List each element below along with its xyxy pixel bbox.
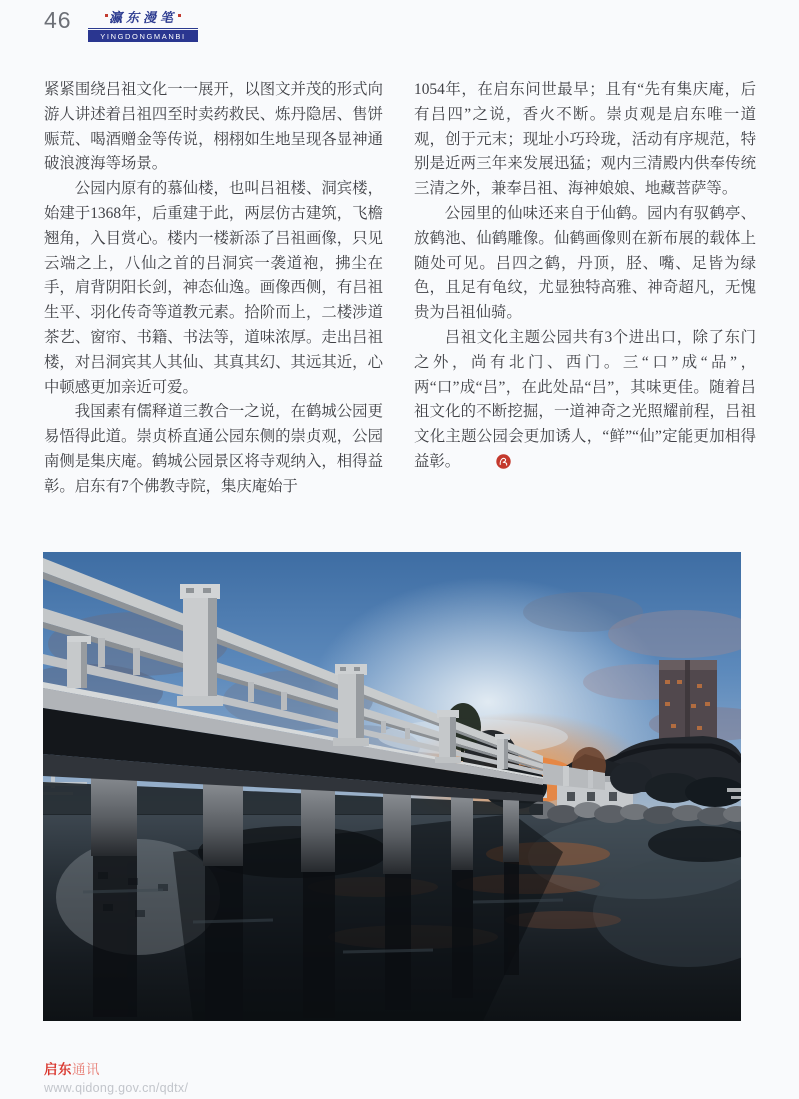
masthead-subtitle: YINGDONGMANBI <box>88 30 198 42</box>
footer <box>44 1058 188 1095</box>
article-paragraph: 我国素有儒释道三教合一之说，在鹤城公园更易悟得此道。崇贞桥直通公园东侧的崇贞观，公园南侧是集庆庵。鹤城公园景区将寺观纳入，相得益彰。启东有7个佛教寺院，集庆庵始于 <box>44 403 383 495</box>
footer-url: www.qidong.gov.cn/qdtx/ <box>44 1081 189 1095</box>
article-column-left <box>44 78 383 500</box>
park-photo <box>43 552 741 1021</box>
article-paragraph: 紧紧围绕吕祖文化一一展开，以图文并茂的形式向游人讲述着吕祖四至时卖药救民、炼丹隐居、售饼赈荒、喝酒赠金等传说，栩栩如生地呈现各显神通破浪渡海等场景。 <box>44 81 383 173</box>
article-paragraph: 1054年，在启东问世最早；且有“先有集庆庵，后有吕四”之说，香火不断。崇贞观是启东唯一道观，创于元末；现址小巧玲珑，活动有序规范，特别是近两三年来发展迅猛；观内三清殿内供奉传统三清之外，兼奉吕祖、海神娘娘、地藏菩萨等。 <box>414 81 756 198</box>
article-paragraph <box>414 326 756 475</box>
railing-post <box>333 664 369 746</box>
article-column-right <box>414 78 756 475</box>
railing-post <box>177 584 223 706</box>
bridge-sunset-photo <box>43 552 741 1021</box>
masthead-seal-dot <box>178 14 181 17</box>
article-paragraph: 公园内原有的慕仙楼，也叫吕祖楼、洞宾楼，始建于1368年，后重建于此，两层仿古建筑，飞檐翘角，入目赏心。楼内一楼新添了吕祖画像，只见云端之上，八仙之首的吕洞宾一袭道袍，拂尘在手，肩背阴阳长剑，神态仙逸。画像西侧，有吕祖生平、羽化传奇等道教元素。拾阶而上，二楼涉道茶艺、窗帘、书籍、书法等，道味浓厚。走出吕祖楼，对吕洞宾其人其仙、其真其幻、其远其近，心中顿感更加亲近可爱。 <box>44 180 383 396</box>
article-end-seal-icon <box>465 453 480 468</box>
footer-brand <box>44 1058 188 1078</box>
footer-brand-secondary: 通讯 <box>72 1062 100 1077</box>
footer-brand-primary: 启东 <box>44 1062 72 1077</box>
masthead <box>88 7 198 42</box>
page-number: 46 <box>44 7 72 33</box>
masthead-title-text: 瀛东漫笔 <box>108 11 177 26</box>
railing-post <box>495 734 510 769</box>
article-paragraph-text: 吕祖文化主题公园共有3个进出口，除了东门之外，尚有北门、西门。三“口”成“品”，两“口”成“吕”，在此处品“吕”，其味更佳。随着吕祖文化的不断挖掘，一道神奇之光照耀前程，吕祖文化主题公园会更加诱人，“鲜”“仙”定能更加相得益彰。 <box>414 328 756 470</box>
masthead-title <box>88 7 198 29</box>
masthead-seal-dot <box>105 14 108 17</box>
article-paragraph: 公园里的仙味还来自于仙鹤。园内有驭鹤亭、放鹤池、仙鹤雕像。仙鹤画像则在新布展的载体上随处可见。吕四之鹤，丹顶，胫、嘴、足皆为绿色，且足有龟纹，尤显独特高雅、神奇超凡，无愧贵为吕祖仙骑。 <box>414 204 756 322</box>
